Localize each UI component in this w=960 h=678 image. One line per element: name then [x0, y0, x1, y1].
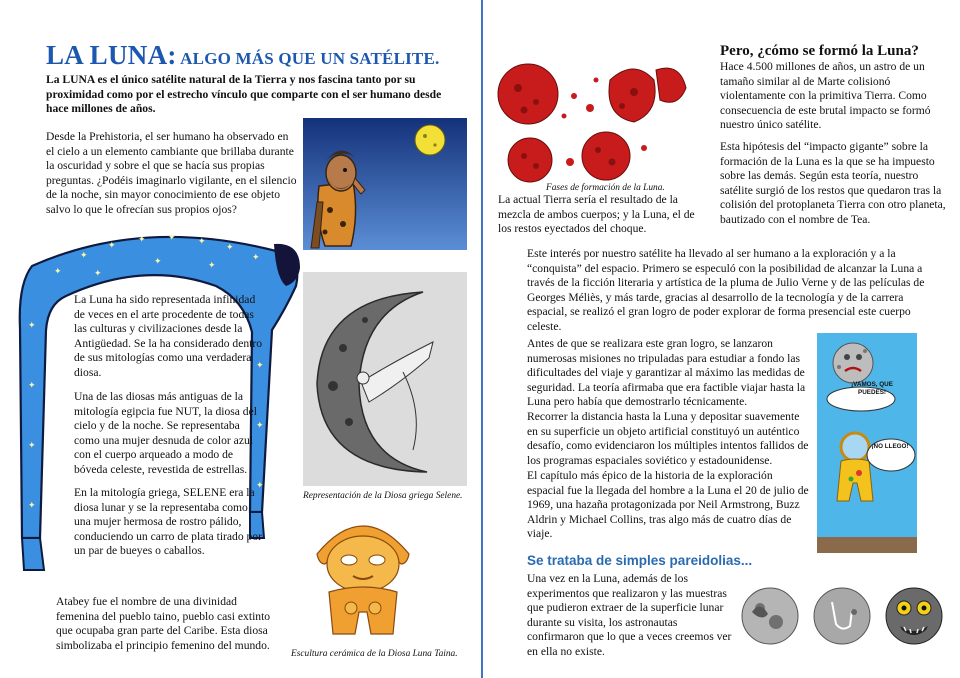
- interest-paragraph: Este interés por nuestro satélite ha llevado al ser humano a la exploración y a la “conquista” del espacio. Primero se especuló con la posibilidad de alcanzar la Luna a través de la ficción literaria y artística de la pluma de Julio Verne y de las películas de Georges Méliès, y más tarde, gracias al desarrollo de la tecnología y de la carrera espacial, se realizó el gran logro de poder explorar de forma presencial este cuerpo celeste.: [527, 247, 925, 333]
- svg-text:✦: ✦: [28, 381, 36, 391]
- mythology-paragraph: La Luna ha sido representada infinidad de veces en el arte procedente de todas las culturas y civilizaciones desde la Antigüedad. Se la ha considerado dentro de sus mitologías como una verdadera diosa.: [74, 293, 263, 379]
- result-paragraph: La actual Tierra sería el resultado de la mezcla de ambos cuerpos; y la Luna, el de los restos eyectados del choque.: [498, 193, 695, 236]
- svg-text:✦: ✦: [108, 241, 116, 251]
- phases-caption: Fases de formación de la Luna.: [546, 183, 665, 193]
- speech-bubble-1: ¡VAMOS, QUE PUEDES!: [851, 381, 893, 396]
- svg-text:✦: ✦: [80, 251, 88, 261]
- svg-text:✦: ✦: [252, 253, 260, 263]
- atabey-sculpture: [307, 504, 419, 640]
- selene-illustration: [303, 272, 467, 486]
- distance-paragraph: Recorrer la distancia hasta la Luna y depositar suavemente en su superficie un objeto artificial constituyó un auténtico desafío, como evidenciaron los múltiples intentos fallidos de los programas espaciales soviético y estadounidense.: [527, 410, 809, 467]
- formation-heading: Pero, ¿cómo se formó la Luna?: [720, 43, 919, 59]
- epic-paragraph: El capítulo más épico de la historia de la exploración espacial fue la llegada del hombre a la Luna el 20 de julio de 1969, una hazaña protagonizada por Neil Armstrong, Buzz Aldrin y Michael Collins, tras algo más de cuatro días de viaje.: [527, 469, 809, 541]
- hypothesis-paragraph: Esta hipótesis del “impacto gigante” sobre la formación de la Luna es la que se ha impuesto sobre las demás. Según esta teoría, nuestro satélite surgió de los restos que quedaron tras la colisión del protoplaneta Tierra con otro planeta, bautizado con el nombre de Tea.: [720, 140, 946, 226]
- svg-text:✦: ✦: [208, 261, 216, 271]
- page-divider: [481, 0, 483, 678]
- intro-paragraph: Desde la Prehistoria, el ser humano ha observado en el cielo a un elemento cambiante que brillaba durante la oscuridad y sobre el que se hacía sus propias preguntas. ¿Podéis imaginarlo vigilante, en el silencio de la noche, sin mayor conocimiento de ese objeto salvo lo que le ofrecían sus propios ojos?: [46, 130, 297, 216]
- svg-text:✦: ✦: [28, 501, 36, 511]
- red-planet-fragments: [494, 52, 690, 184]
- svg-text:✦: ✦: [28, 321, 36, 331]
- svg-text:✦: ✦: [256, 421, 264, 431]
- pareidolia-paragraph: Una vez en la Luna, además de los experimentos que realizaron y las muestras que pudieron extraer de la superficie lunar durante su visita, los astronautas confirmaron que lo que a veces creemos ver en ella no existe.: [527, 572, 732, 658]
- nut-paragraph: Una de las diosas más antiguas de la mitología egipcia fue NUT, la diosa del cielo y de la noche. Se representaba como una mujer desnuda de color azul con el cuerpo arqueado a modo de bóveda celeste, revestida de estrellas.: [74, 390, 257, 476]
- svg-text:✦: ✦: [54, 267, 62, 277]
- lead-paragraph: La LUNA es el único satélite natural de la Tierra y nos fascina tanto por su proximidad como por el estrecho vínculo que comparte con el ser humano desde hace millones de años.: [46, 73, 442, 116]
- svg-text:✦: ✦: [168, 233, 176, 243]
- page-title: LA LUNA: ALGO MÁS QUE UN SATÉLITE.: [46, 40, 440, 70]
- svg-text:✦: ✦: [138, 235, 146, 245]
- svg-text:✦: ✦: [198, 237, 206, 247]
- taina-caption: Escultura cerámica de la Diosa Luna Taina.: [291, 649, 458, 659]
- moon-face-pareidolia: [738, 582, 948, 650]
- formation-paragraph: Hace 4.500 millones de años, un astro de un tamaño similar al de Marte colisionó violentamente con la primitiva Tierra. Como consecuencia de este brutal impacto se formó nuestro único satélite.: [720, 60, 931, 132]
- selene-caption: Representación de la Diosa griega Selene.: [303, 491, 463, 501]
- atabey-paragraph: Atabey fue el nombre de una divinidad femenina del pueblo taino, pueblo casi extinto que ocupaba gran parte del Caribe. Esta diosa simbolizaba el principio femenino del mundo.: [56, 595, 271, 652]
- svg-text:✦: ✦: [226, 243, 234, 253]
- missions-paragraph: Antes de que se realizara este gran logro, se lanzaron numerosas misiones no tripuladas para estudiar a fondo las dificultades del viaje y garantizar al máximo las medidas de seguridad. La teoría afirmaba que era factible viajar hasta la Luna pero había que demostrarlo técnicamente.: [527, 337, 806, 409]
- speech-bubble-2: ¡NO LLEGO!: [871, 443, 909, 450]
- svg-text:✦: ✦: [28, 441, 36, 451]
- svg-text:✦: ✦: [154, 257, 162, 267]
- selene-paragraph: En la mitología griega, SELENE era la diosa lunar y se la representaba como una mujer hermosa de rostro pálido, conduciendo un carro de plata tirado por un par de bueyes o caballos.: [74, 486, 263, 558]
- svg-text:✦: ✦: [256, 481, 264, 491]
- pareidolia-heading: Se trataba de simples pareidolias...: [527, 553, 753, 568]
- svg-text:✦: ✦: [256, 361, 264, 371]
- svg-text:✦: ✦: [94, 269, 102, 279]
- caveman-illustration: [303, 118, 467, 250]
